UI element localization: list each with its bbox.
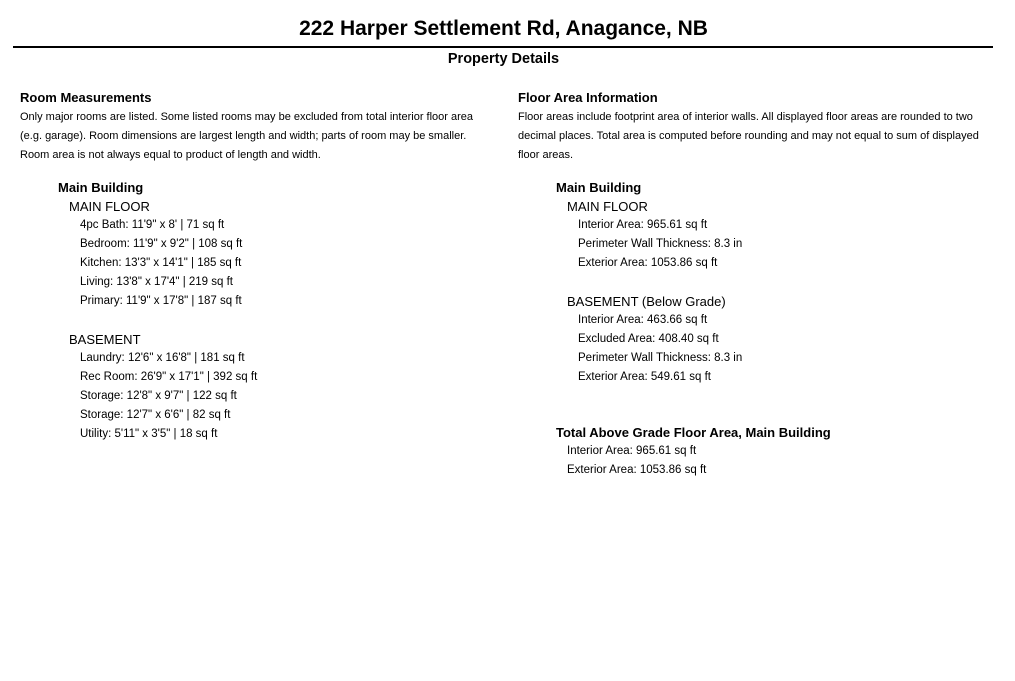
room-building-block xyxy=(58,178,495,444)
room-item: Utility: 5'11" x 3'5" | 18 sq ft xyxy=(80,428,218,440)
room-building-heading: Main Building xyxy=(58,180,144,195)
room-floor-main xyxy=(58,197,495,311)
area-building-heading: Main Building xyxy=(556,180,642,195)
room-item: Laundry: 12'6" x 16'8" | 181 sq ft xyxy=(80,352,245,364)
area-item: Interior Area: 463.66 sq ft xyxy=(578,314,708,326)
area-list xyxy=(578,311,1003,387)
room-item: Primary: 11'9" x 17'8" | 187 sq ft xyxy=(80,295,242,307)
title-divider xyxy=(13,46,993,48)
room-measurements-heading: Room Measurements xyxy=(20,90,152,105)
floor-area-section xyxy=(518,89,1003,480)
page-title: 222 Harper Settlement Rd, Anagance, NB xyxy=(299,17,708,40)
area-item: Exterior Area: 549.61 sq ft xyxy=(578,371,711,383)
floor-heading: MAIN FLOOR xyxy=(69,199,150,214)
room-item: Storage: 12'7" x 6'6" | 82 sq ft xyxy=(80,409,231,421)
room-item: Storage: 12'8" x 9'7" | 122 sq ft xyxy=(80,390,237,402)
room-item: Kitchen: 13'3" x 14'1" | 185 sq ft xyxy=(80,257,242,269)
area-item: Interior Area: 965.61 sq ft xyxy=(578,219,708,231)
room-list xyxy=(80,349,495,444)
room-floor-basement xyxy=(58,330,495,444)
floor-heading: BASEMENT (Below Grade) xyxy=(567,294,726,309)
floor-area-note: Floor areas include footprint area of interior walls. All displayed floor areas are rounded to two decimal places. Total area is computed before rounding and may not equal to sum of displayed floor areas. xyxy=(518,111,979,161)
total-list xyxy=(567,442,1003,480)
floor-heading: MAIN FLOOR xyxy=(567,199,648,214)
area-item: Perimeter Wall Thickness: 8.3 in xyxy=(578,238,743,250)
total-item: Interior Area: 965.61 sq ft xyxy=(567,445,697,457)
area-building-block xyxy=(556,178,1003,387)
room-measurements-note: Only major rooms are listed. Some listed rooms may be excluded from total interior floor area (e.g. garage). Room dimensions are largest length and width; parts of room may be smaller. Room area is not always equal to product of length and width. xyxy=(20,111,474,161)
room-item: Rec Room: 26'9" x 17'1" | 392 sq ft xyxy=(80,371,258,383)
room-list xyxy=(80,216,495,311)
room-item: 4pc Bath: 11'9" x 8' | 71 sq ft xyxy=(80,219,225,231)
floor-heading: BASEMENT xyxy=(69,332,141,347)
floor-area-heading: Floor Area Information xyxy=(518,90,658,105)
area-item: Perimeter Wall Thickness: 8.3 in xyxy=(578,352,743,364)
area-item: Excluded Area: 408.40 sq ft xyxy=(578,333,719,345)
area-floor-main xyxy=(556,197,1003,273)
area-floor-basement xyxy=(556,292,1003,387)
page-subtitle: Property Details xyxy=(447,51,560,67)
area-list xyxy=(578,216,1003,273)
room-item: Living: 13'8" x 17'4" | 219 sq ft xyxy=(80,276,233,288)
total-above-grade-block xyxy=(556,423,1003,480)
room-measurements-section xyxy=(20,89,495,444)
room-item: Bedroom: 11'9" x 9'2" | 108 sq ft xyxy=(80,238,243,250)
total-heading: Total Above Grade Floor Area, Main Building xyxy=(556,425,831,440)
area-item: Exterior Area: 1053.86 sq ft xyxy=(578,257,718,269)
total-item: Exterior Area: 1053.86 sq ft xyxy=(567,464,707,476)
